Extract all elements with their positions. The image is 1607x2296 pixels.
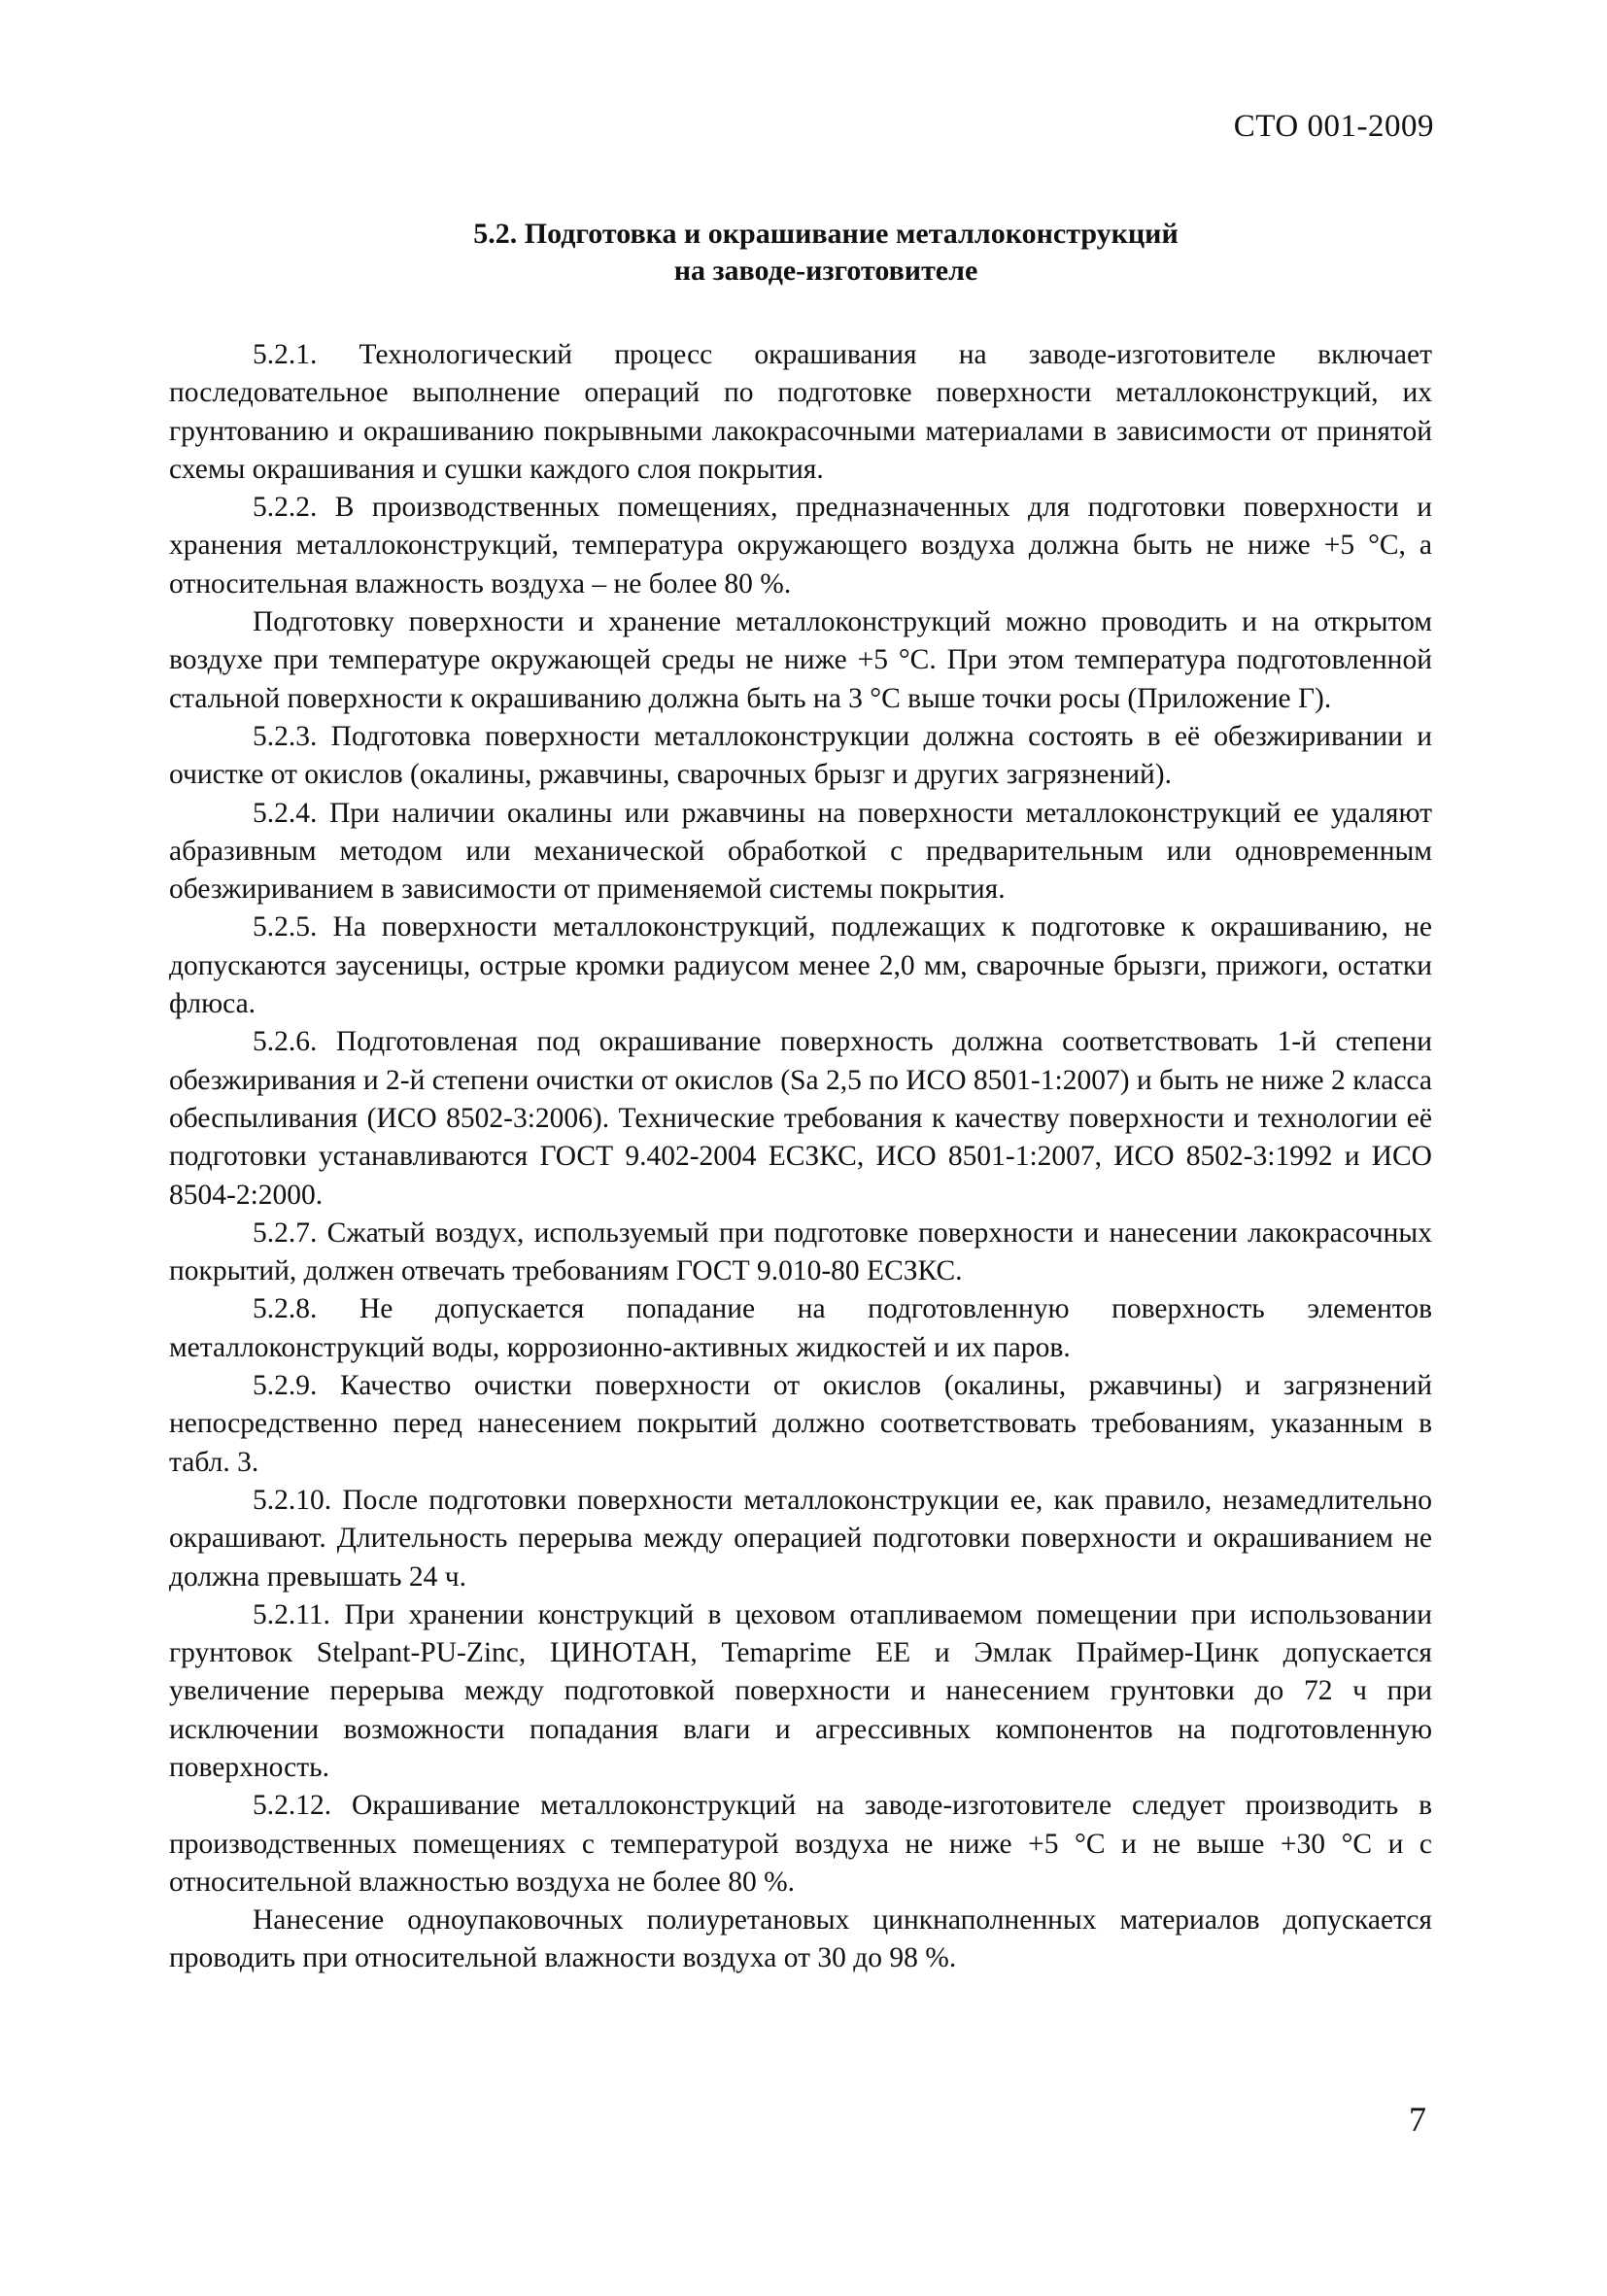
paragraph-5-2-8: 5.2.8. Не допускается попадание на подготовленную поверхность элементов металлоконструкций воды, коррозионно-активных жидкостей и их паров.: [169, 1293, 1432, 1363]
section-title-line-1: 5.2. Подготовка и окрашивание металлоконструкций: [473, 218, 1179, 250]
paragraph-5-2-5: 5.2.5. На поверхности металлоконструкций, подлежащих к подготовке к окрашиванию, не допускаются заусеницы, острые кромки радиусом менее 2,0 мм, сварочные брызги, прижоги, остатки флюса.: [169, 911, 1432, 1020]
paragraph-5-2-11: 5.2.11. При хранении конструкций в цеховом отапливаемом помещении при использовании грунтовок Stelpant-PU-Zinc, ЦИНОТАН, Temaprime EE и Эмлак Праймер-Цинк допускается увеличение перерыва между подготовкой поверхности и нанесением грунтовки до 72 ч при исключении возможности попадания влаги и агрессивных компонентов на подготовленную поверхность.: [169, 1598, 1432, 1783]
section-title-line-2: на заводе-изготовителе: [673, 255, 978, 287]
paragraph-5-2-12: 5.2.12. Окрашивание металлоконструкций на заводе-изготовителе следует производить в производственных помещениях с температурой воздуха не ниже +5 °С и не выше +30 °С и с относительной влажностью воздуха не более 80 %.: [169, 1790, 1432, 1898]
paragraph-5-2-1: 5.2.1. Технологический процесс окрашивания на заводе-изготовителе включает последовательное выполнение операций по подготовке поверхности металлоконструкций, их грунтованию и окрашиванию покрывными лакокрасочными материалами в зависимости от принятой схемы окрашивания и сушки каждого слоя покрытия.: [169, 339, 1432, 485]
section-title: [243, 216, 1409, 290]
page-number: 7: [1409, 2100, 1426, 2139]
paragraph-5-2-12-continued: Нанесение одноупаковочных полиуретановых цинкнаполненных материалов допускается проводить при относительной влажности воздуха от 30 до 98 %.: [169, 1904, 1432, 1974]
document-code: СТО 001-2009: [1233, 109, 1434, 144]
paragraph-5-2-10: 5.2.10. После подготовки поверхности металлоконструкции ее, как правило, незамедлительно окрашивают. Длительность перерыва между операцией подготовки поверхности и окрашиванием не должна превышать 24 ч.: [169, 1484, 1432, 1593]
paragraph-5-2-3: 5.2.3. Подготовка поверхности металлоконструкции должна состоять в её обезжиривании и очистке от окислов (окалины, ржавчины, сварочных брызг и других загрязнений).: [169, 720, 1432, 791]
paragraph-5-2-4: 5.2.4. При наличии окалины или ржавчины на поверхности металлоконструкций ее удаляют абразивным методом или механической обработкой с предварительным или одновременным обезжириванием в зависимости от применяемой системы покрытия.: [169, 797, 1432, 906]
paragraph-5-2-7: 5.2.7. Сжатый воздух, используемый при подготовке поверхности и нанесении лакокрасочных покрытий, должен отвечать требованиям ГОСТ 9.010-80 ЕСЗКС.: [169, 1217, 1432, 1287]
paragraph-5-2-2: 5.2.2. В производственных помещениях, предназначенных для подготовки поверхности и хранения металлоконструкций, температура окружающего воздуха должна быть не ниже +5 °С, а относительная влажность воздуха – не более 80 %.: [169, 492, 1432, 600]
paragraph-5-2-9: 5.2.9. Качество очистки поверхности от окислов (окалины, ржавчины) и загрязнений непосредственно перед нанесением покрытий должно соответствовать требованиям, указанным в табл. 3.: [169, 1370, 1432, 1478]
body-text: [169, 336, 1432, 1978]
paragraph-5-2-6: 5.2.6. Подготовленая под окрашивание поверхность должна соответствовать 1-й степени обезжиривания и 2-й степени очистки от окислов (Sa 2,5 по ИСО 8501-1:2007) и быть не ниже 2 класса обеспыливания (ИСО 8502-3:2006). Технические требования к качеству поверхности и технологии её подготовки устанавливаются ГОСТ 9.402-2004 ЕСЗКС, ИСО 8501-1:2007, ИСО 8502-3:1992 и ИСО 8504-2:2000.: [169, 1026, 1432, 1211]
paragraph-5-2-2-continued: Подготовку поверхности и хранение металлоконструкций можно проводить и на открытом воздухе при температуре окружающей среды не ниже +5 °С. При этом температура подготовленной стальной поверхности к окрашиванию должна быть на 3 °С выше точки росы (Приложение Г).: [169, 606, 1432, 714]
